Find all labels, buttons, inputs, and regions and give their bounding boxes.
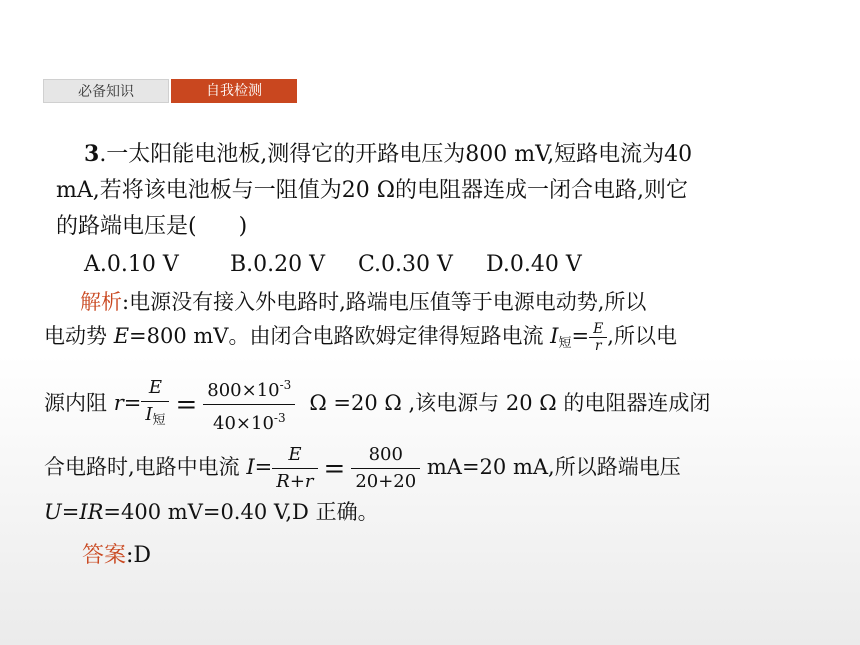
solution-line-2 [44, 320, 677, 354]
text: =800 mV。由闭合电路欧姆定律得短路电流 [129, 324, 551, 348]
text: Ω =20 Ω ,该电源与 20 Ω 的电阻器连成闭 [309, 391, 711, 415]
text: 源内阻 [44, 391, 114, 415]
solution-text-1: :电源没有接入外电路时,路端电压值等于电源电动势,所以 [122, 290, 647, 314]
solution-line-5 [44, 496, 379, 526]
answer-value: :D [126, 543, 152, 568]
subscript: 短 [152, 413, 166, 428]
var-i: I [145, 404, 153, 425]
option-b: B.0.20 V [230, 252, 326, 277]
solution-label: 解析 [80, 290, 122, 314]
superscript: -3 [279, 378, 292, 392]
equals: = [571, 324, 590, 348]
text: mA=20 mA,所以路端电压 [420, 455, 681, 479]
equals: = [175, 389, 198, 420]
answer-label: 答案 [82, 543, 127, 568]
text: 电动势 [44, 324, 114, 348]
text: 合电路时,电路中电流 [44, 455, 247, 479]
tab-self-check[interactable]: 自我检测 [171, 79, 297, 103]
numerator: E [589, 321, 607, 338]
solution-line-1 [44, 286, 646, 316]
numerator [203, 372, 295, 405]
question-number: 3 [84, 141, 100, 167]
equals: = [254, 455, 273, 479]
question-line-3 [56, 209, 816, 245]
fraction-numeric [203, 372, 295, 437]
question-text-1: .一太阳能电池板,测得它的开路电压为800 mV,短路电流为40 [99, 142, 693, 167]
var-ir: IR [79, 500, 104, 524]
question-text-3: 的路端电压是( [56, 214, 197, 239]
option-a: A.0.10 V [84, 252, 179, 277]
denominator: r [594, 338, 602, 354]
solution-line-3 [44, 372, 710, 437]
denominator [141, 402, 169, 434]
question-line-1 [56, 136, 816, 173]
option-d: D.0.40 V [486, 252, 582, 277]
equals: = [323, 453, 346, 484]
var-e: E [113, 324, 130, 348]
option-c: C.0.30 V [358, 252, 453, 277]
section-tabs [43, 79, 297, 103]
text: ,所以电 [607, 324, 677, 348]
subscript: 短 [558, 336, 572, 351]
denominator: 20+20 [355, 471, 417, 492]
solution-line-4 [44, 442, 681, 495]
numerator: E [272, 442, 317, 469]
equals: = [61, 500, 80, 524]
fraction-800-over-40 [351, 442, 420, 495]
options [84, 250, 582, 280]
numerator: E [141, 375, 169, 402]
tab-essential-knowledge[interactable]: 必备知识 [43, 79, 169, 103]
question-line-2: mA,若将该电池板与一阻值为20 Ω的电阻器连成一闭合电路,则它 [56, 178, 688, 203]
question-close-paren: ) [238, 214, 248, 239]
var-u: U [44, 500, 62, 524]
var-i: I [246, 455, 255, 479]
answer [82, 538, 151, 569]
fraction-e-over-i [141, 375, 169, 434]
denominator: R+r [276, 471, 314, 492]
text: =400 mV=0.40 V,D 正确。 [103, 500, 379, 524]
equals: = [123, 391, 142, 415]
question [56, 136, 816, 245]
denominator [203, 405, 295, 437]
numerator: 800 [351, 442, 420, 469]
fraction-e-over-r [589, 321, 607, 354]
text: 800×10 [207, 380, 280, 401]
text: 40×10 [213, 413, 274, 434]
var-r: r [113, 391, 124, 415]
superscript: -3 [273, 411, 286, 425]
fraction-e-over-rr [272, 442, 317, 495]
var-i: I [550, 324, 559, 348]
